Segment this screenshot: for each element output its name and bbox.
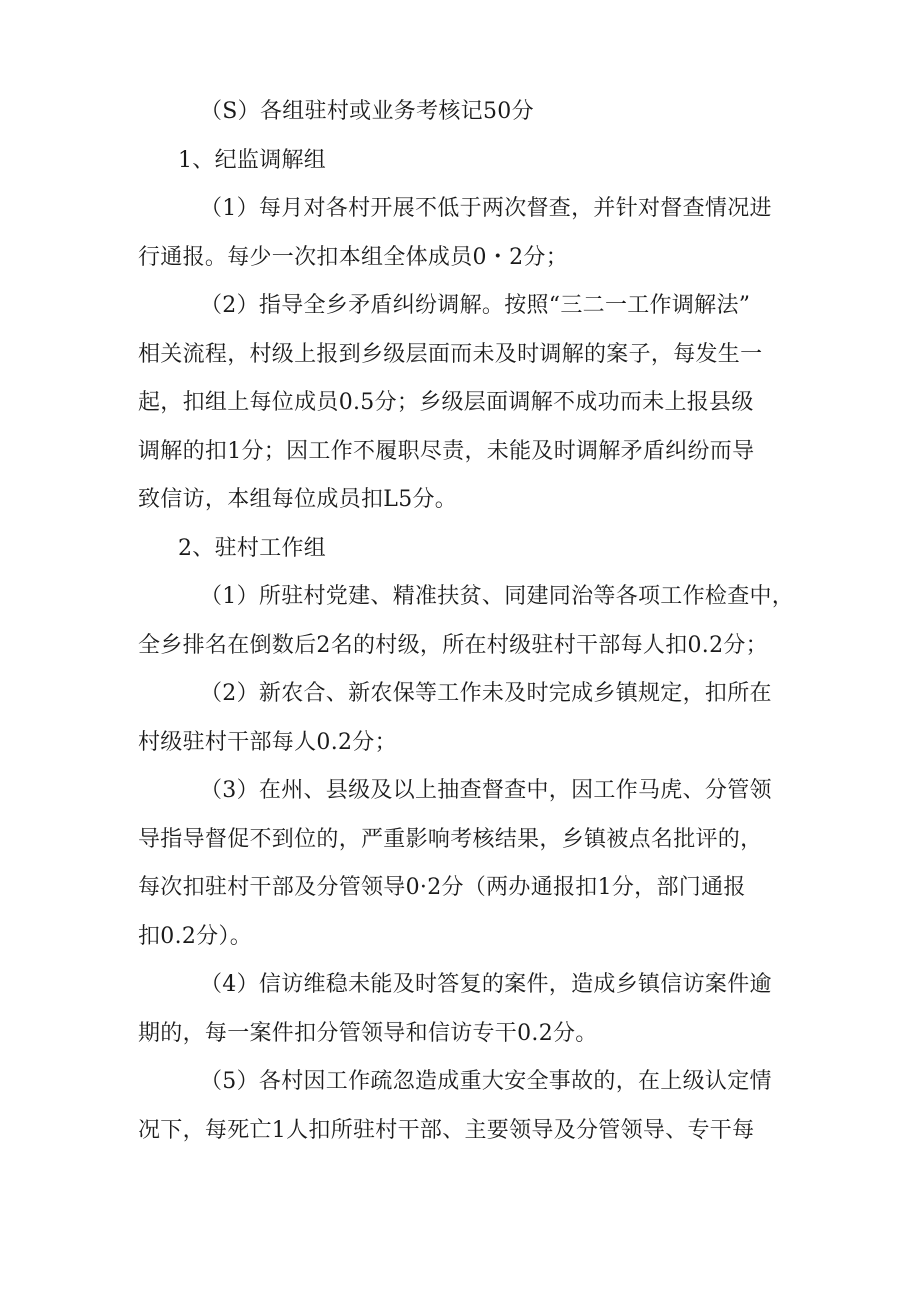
paragraph-line: 期的，每一案件扣分管领导和信访专干0.2分。 <box>138 1020 598 1046</box>
paragraph-line: （2）指导全乡矛盾纠纷调解。按照“三二一工作调解法” <box>200 293 751 318</box>
paragraph-line: （1）所驻村党建、精准扶贫、同建同治等各项工作检查中， <box>200 584 795 609</box>
subsection-title: 2、驻村工作组 <box>178 535 327 561</box>
paragraph-line: 况下，每死亡1人扣所驻村干部、主要领导及分管领导、专干每 <box>138 1117 755 1143</box>
paragraph-line: （2）新农合、新农保等工作未及时完成乡镇规定，扣所在 <box>200 681 772 706</box>
paragraph-line: 全乡排名在倒数后2名的村级，所在村级驻村干部每人扣0.2分； <box>138 632 768 658</box>
subsection-title: 1、纪监调解组 <box>178 147 327 173</box>
paragraph-line: 调解的扣1分；因工作不履职尽责，未能及时调解矛盾纠纷而导 <box>138 438 755 464</box>
paragraph-line: 行通报。每少一次扣本组全体成员0・2分； <box>138 244 568 270</box>
paragraph-line: （3）在州、县级及以上抽查督查中，因工作马虎、分管领 <box>200 778 772 803</box>
paragraph-line: 扣0.2分）。 <box>138 923 253 949</box>
paragraph-line: 致信访，本组每位成员扣L5分。 <box>138 487 458 512</box>
paragraph-line: （5）各村因工作疏忽造成重大安全事故的，在上级认定情 <box>200 1069 772 1094</box>
document-body <box>138 88 795 1155</box>
paragraph-line: （4）信访维稳未能及时答复的案件，造成乡镇信访案件逾 <box>200 972 772 997</box>
paragraph-line: 起，扣组上每位成员0.5分；乡级层面调解不成功而未上报县级 <box>138 390 754 415</box>
paragraph-line: 村级驻村干部每人0.2分； <box>138 729 397 755</box>
paragraph-line: 每次扣驻村干部及分管领导0·2分（两办通报扣1分，部门通报 <box>138 875 746 900</box>
paragraph-line: （1）每月对各村开展不低于两次督查，并针对督查情况进 <box>200 196 772 221</box>
paragraph-line: 相关流程，村级上报到乡级层面而未及时调解的案子，每发生一 <box>138 341 763 367</box>
section-heading: （S）各组驻村或业务考核记50分 <box>200 99 534 124</box>
paragraph-line: 导指导督促不到位的，严重影响考核结果，乡镇被点名批评的， <box>138 826 763 852</box>
